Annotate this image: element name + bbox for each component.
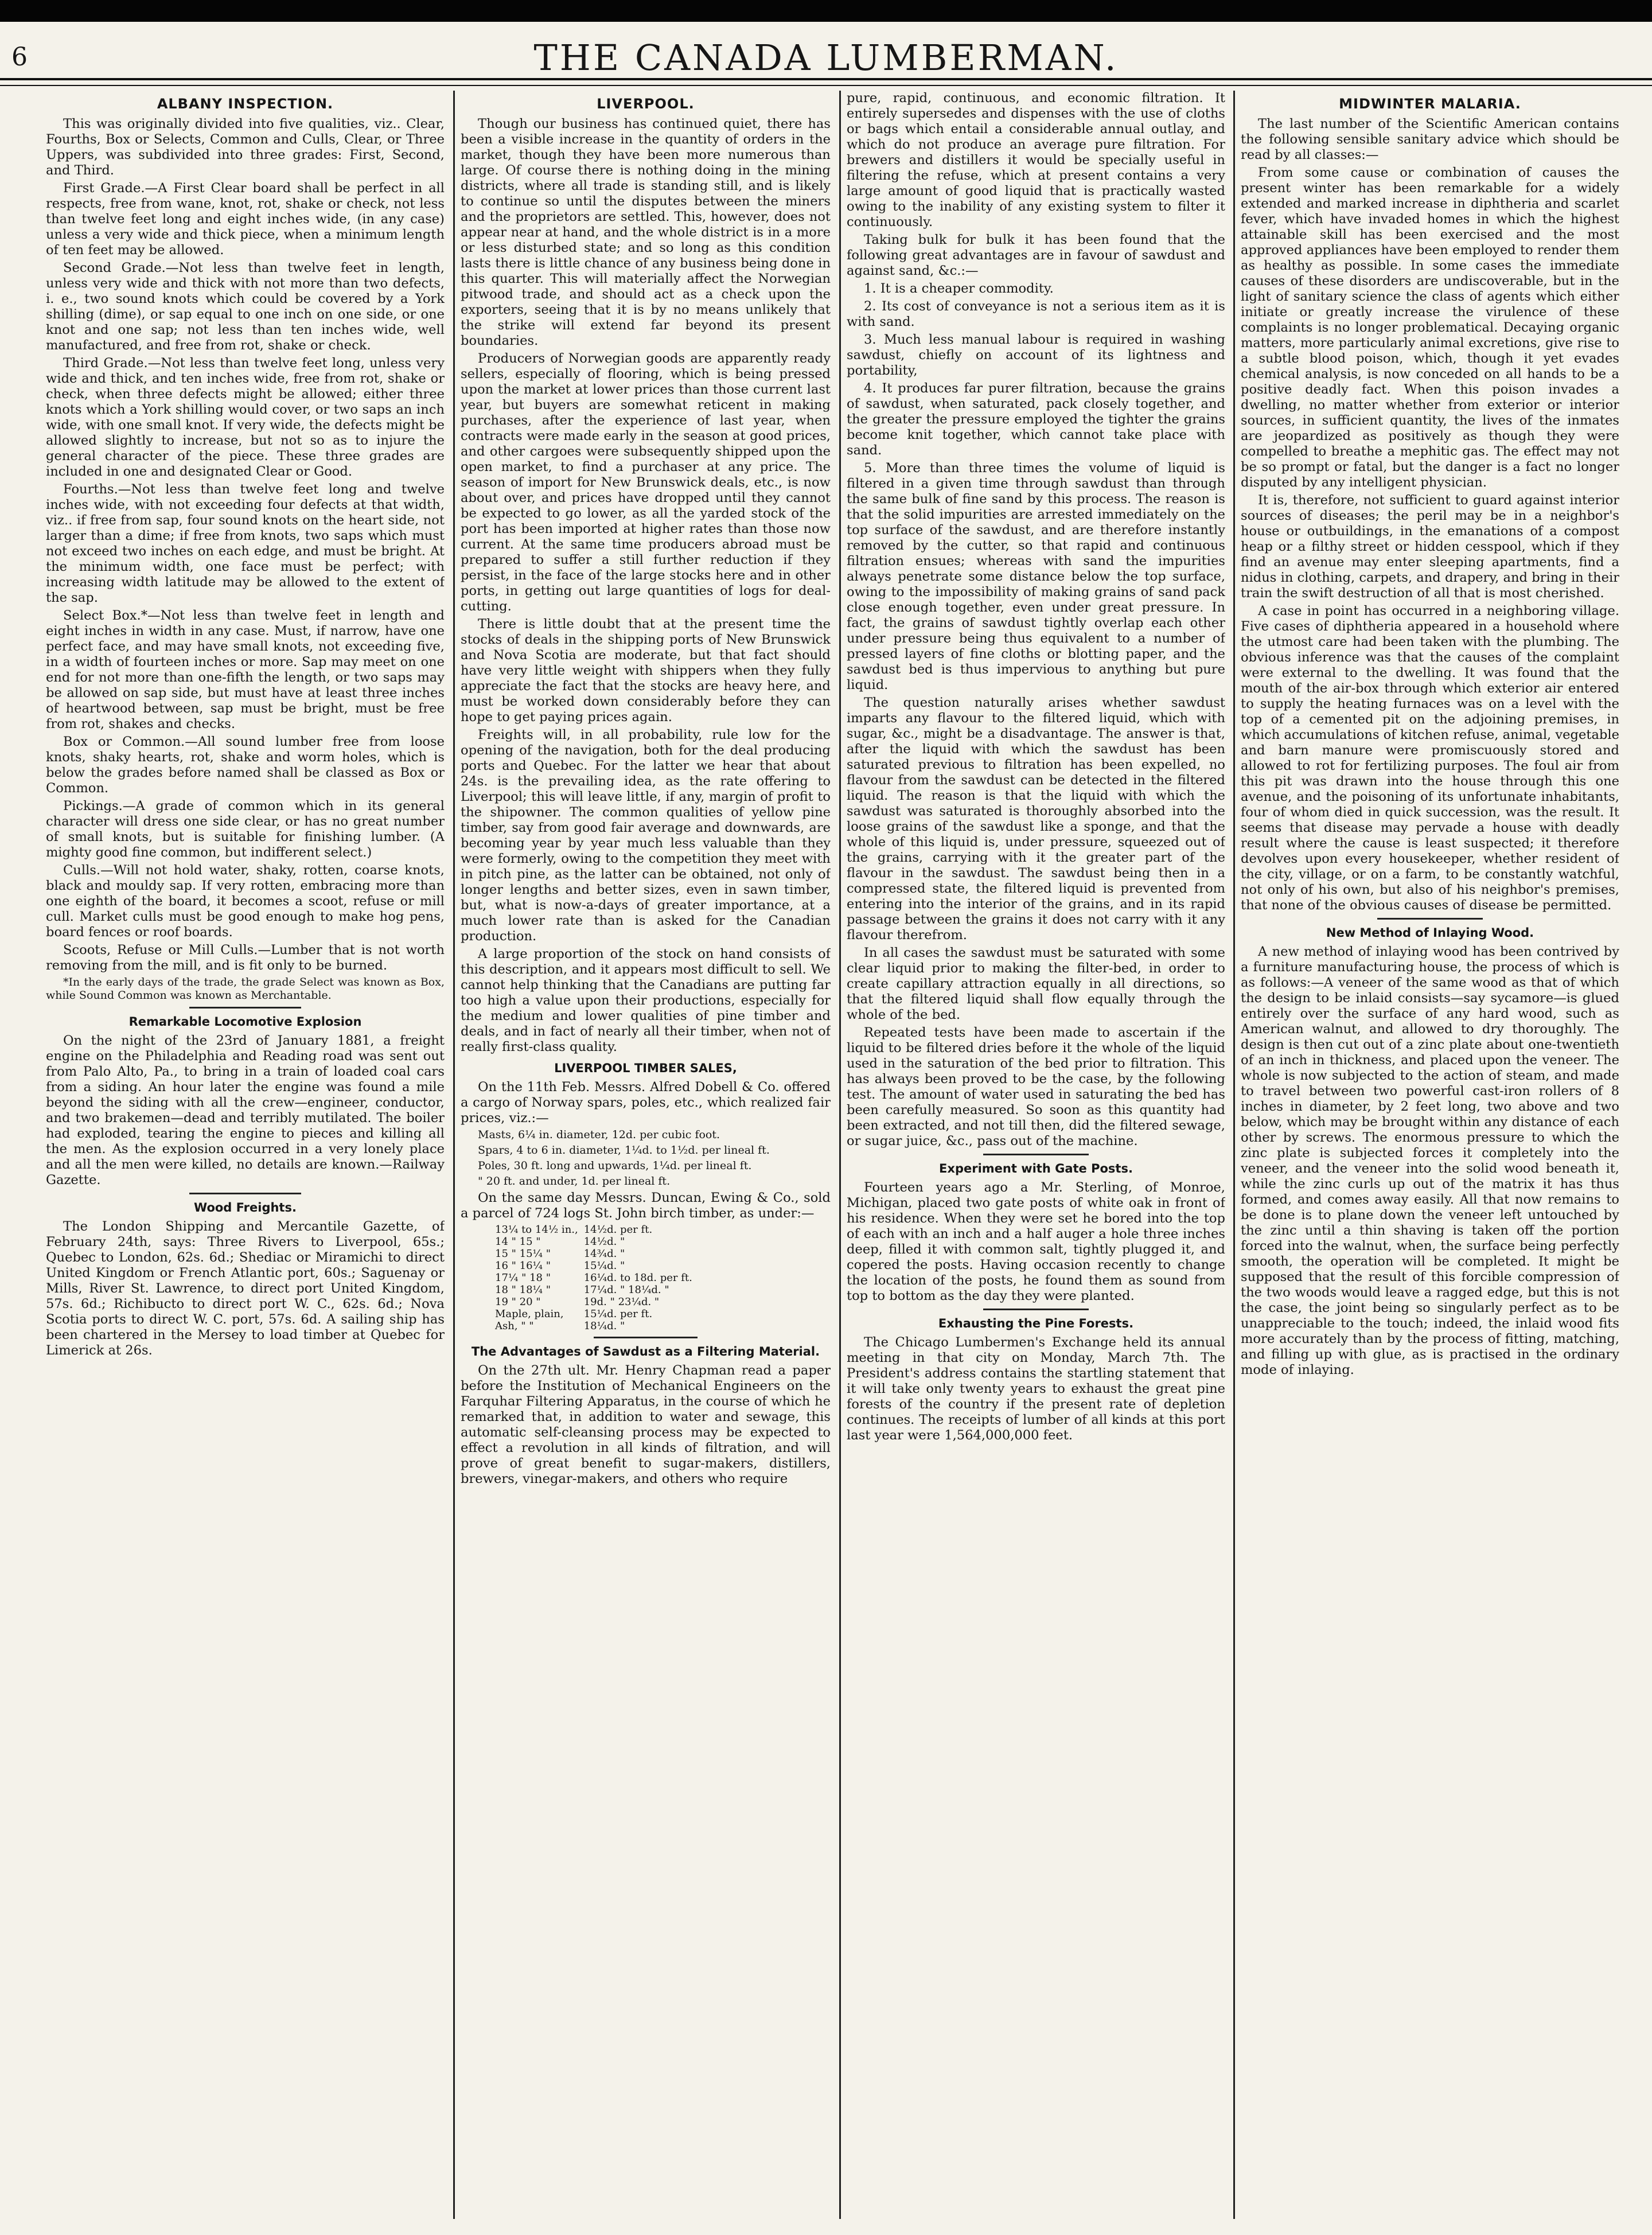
paragraph: pure, rapid, continuous, and economic filtration. It entirely supersedes and dispenses with the use of cloths or bags which entail a considerable annual outlay, and which do not produce an average pure filtration. For brewers and distillers it would be specially useful in filtering the refuse, which at present contains a very large amount of good liquid that is practically wasted owing to the inability of any existing system to filter it continuously.	[847, 91, 1225, 229]
column-2	[461, 91, 831, 2219]
column-4	[1241, 91, 1619, 2219]
paragraph: The London Shipping and Mercantile Gazette, of February 24th, says: Three Rivers to Liverpool, 65s.; Quebec to London, 62s. 6d.; Shediac or Miramichi to direct United Kingdom or French Atlantic port, 60s.; Saguenay or Mills, River St. Lawrence, to direct port United Kingdom, 57s. 6d.; Richibucto to direct port W. C., 62s. 6d.; Nova Scotia ports to direct W. C. port, 57s. 6d. A sailing ship has been chartered in the Mersey to load timber at Quebec for Limerick at 26s.	[46, 1219, 445, 1358]
article-heading: Experiment with Gate Posts.	[939, 1162, 1133, 1175]
table-cell: 17¼ " 18 "	[495, 1272, 551, 1284]
separator-rule	[983, 1154, 1089, 1155]
paragraph: 3. Much less manual labour is required in washing sawdust, chiefly on account of its lightness and portability,	[847, 332, 1225, 378]
paragraph: A new method of inlaying wood has been contrived by a furniture manufacturing house, the process of which is as follows:—A veneer of the same wood as that of which the design to be inlaid consists—say sycamore—is glued entirely over the surface of any hard wood, such as American walnut, and allowed to dry thoroughly. The design is then cut out of a zinc plate about one-twentieth of an inch in thickness, and placed upon the veneer. The whole is now subjected to the action of steam, and made to travel between two powerful cast-iron rollers of 8 inches in diameter, by 2 feet long, two above and two below, which may be brought within any distance of each other by screws. The enormous pressure to which the zinc plate is subjected forces it completely into the veneer, and the veneer into the solid wood beneath it, while the zinc curls up out of the matrix it has thus formed, and comes away easily. All that now remains to be done is to plane down the veneer left untouched by the zinc until a thin shaving is taken off the portion forced into the walnut, when, the surface being perfectly smooth, the operation will be completed. It might be supposed that the result of this forcible compression of the two woods would leave a ragged edge, but this is not the case, the joint being so singularly perfect as to be unappreciable to the touch; indeed, the inlaid wood fits more accurately than by the process of fitting, matching, and filling up with glue, as is practised in the ordinary mode of inlaying.	[1241, 944, 1619, 1377]
separator-rule	[594, 1337, 698, 1338]
paragraph: On the 11th Feb. Messrs. Alfred Dobell & Co. offered a cargo of Norway spars, poles, etc., which realized fair prices, viz.:—	[461, 1080, 831, 1126]
paragraph: On the same day Messrs. Duncan, Ewing & Co., sold a parcel of 724 logs St. John birch timber, as under:—	[461, 1190, 831, 1221]
paragraph: Second Grade.—Not less than twelve feet in length, unless very wide and thick with not more than two defects, i. e., two sound knots which could be covered by a York shilling (dime), or sap equal to one inch on one side, or one knot and one sap; not less than ten inches wide, well manufactured, and free from rot, shake or check.	[46, 260, 445, 353]
paragraph: 5. More than three times the volume of liquid is filtered in a given time through sawdust than through the same bulk of fine sand by this process. The reason is that the solid impurities are arrested immediately on the top surface of the sawdust, and are therefore instantly removed by the cutter, so that rapid and continuous filtration ensues; whereas with sand the impurities always penetrate some distance below the top surface, owing to the impossibility of making grains of sand pack close enough together, even under great pressure. In fact, the grains of sawdust tightly overlap each other under pressure being thus equivalent to a number of pressed layers of fine cloths or blotting paper, and the sawdust bed is thus impervious to anything but pure liquid.	[847, 461, 1225, 692]
newspaper-title: THE CANADA LUMBERMAN.	[533, 37, 1119, 79]
table-cell: 16 " 16¼ "	[495, 1260, 551, 1272]
table-row	[495, 1272, 698, 1284]
table-cell: 18 " 18¼ "	[495, 1284, 551, 1296]
table-row	[495, 1296, 698, 1308]
table-row	[495, 1248, 698, 1260]
paragraph: Fourteen years ago a Mr. Sterling, of Monroe, Michigan, placed two gate posts of white oak in front of his residence. When they were set he bored into the top of each with an inch and a half auger a hole three inches deep, filled it with common salt, tightly plugged it, and copered the posts. Having occasion recently to change the location of the posts, he found them as sound from top to bottom as the day they were planted.	[847, 1180, 1225, 1303]
separator-rule	[189, 1193, 301, 1194]
paragraph: The last number of the Scientific American contains the following sensible sanitary advice which should be read by all classes:—	[1241, 116, 1619, 162]
table-row	[495, 1236, 698, 1248]
table-cell: Maple, plain,	[495, 1308, 564, 1320]
masthead-rule	[0, 78, 1652, 86]
paragraph: There is little doubt that at the present time the stocks of deals in the shipping ports of New Brunswick and Nova Scotia are moderate, but that fact should have very little weight with shippers when they fully appreciate the fact that the stocks are heavy here, and must be worked down considerably before they can hope to get paying prices again.	[461, 617, 831, 725]
article-heading: ALBANY INSPECTION.	[157, 96, 334, 112]
paragraph: On the night of the 23rd of January 1881, a freight engine on the Philadelphia and Reading road was sent out from Palo Alto, Pa., to bring in a train of loaded coal cars from a siding. An hour later the engine was found a mile beyond the siding with all the crew—engineer, conductor, and two brakemen—dead and terribly mutilated. The boiler had exploded, tearing the engine to pieces and killing all the men. As the explosion occurred in a very lonely place and all the men were killed, no details are known.—Railway Gazette.	[46, 1033, 445, 1187]
paragraph: Pickings.—A grade of common which in its general character will dress one side clear, or has no great number of small knots, but is suitable for finishing lumber. (A mighty good fine common, but indifferent select.)	[46, 799, 445, 860]
table-cell: 14 " 15 "	[495, 1236, 541, 1248]
table-row	[495, 1284, 698, 1296]
page-number: 6	[11, 42, 28, 72]
paragraph: 4. It produces far purer filtration, because the grains of sawdust, when saturated, pack closely together, and the greater the pressure employed the tighter the grains become knit together, which cannot take place with sand.	[847, 381, 1225, 458]
table-cell: 14½d. per ft.	[583, 1224, 653, 1236]
price-table	[495, 1224, 698, 1332]
paragraph: On the 27th ult. Mr. Henry Chapman read a paper before the Institution of Mechanical Engineers on the Farquhar Filtering Apparatus, in the course of which he remarked that, in addition to water and sewage, this automatic self-cleansing process may be expected to effect a revolution in all kinds of filtration, and will prove of great benefit to sugar-makers, distillers, brewers, vinegar-makers, and others who require	[461, 1363, 831, 1486]
paragraph: 1. It is a cheaper commodity.	[864, 281, 1054, 296]
table-cell: 13¼ to 14½ in.,	[495, 1224, 578, 1236]
paragraph: Box or Common.—All sound lumber free from loose knots, shaky hearts, rot, shake and worm holes, which is below the grades before named shall be classed as Box or Common.	[46, 734, 445, 796]
paragraph: The Chicago Lumbermen's Exchange held its annual meeting in that city on Monday, March 7th. The President's address contains the startling statement that it will take only twenty years to exhaust the great pine forests of the country if the present rate of depletion continues. The receipts of lumber of all kinds at this port last year were 1,564,000,000 feet.	[847, 1335, 1225, 1443]
footnote: *In the early days of the trade, the grade Select was known as Box, while Sound Common was known as Merchantable.	[46, 976, 445, 1002]
table-row	[495, 1260, 698, 1272]
paragraph: In all cases the sawdust must be saturated with some clear liquid prior to making the filter-bed, in order to create capillary attraction equally in all directions, so that the filtered liquid shall flow equally through the whole of the bed.	[847, 945, 1225, 1022]
top-dark-band	[0, 0, 1652, 22]
price-line: Poles, 30 ft. long and upwards, 1¼d. per lineal ft.	[478, 1159, 752, 1172]
columns	[0, 91, 1652, 2219]
table-row	[495, 1224, 698, 1236]
article-heading: Wood Freights.	[194, 1201, 297, 1214]
paragraph: Taking bulk for bulk it has been found that the following great advantages are in favour of sawdust and against sand, &c.:—	[847, 232, 1225, 278]
paragraph: Culls.—Will not hold water, shaky, rotten, coarse knots, black and mouldy sap. If very rotten, embracing more than one eighth of the board, it becomes a scoot, refuse or mill cull. Market culls must be good enough to make hog pens, board fences or roof boards.	[46, 863, 445, 940]
paragraph: First Grade.—A First Clear board shall be perfect in all respects, free from wane, knot, rot, shake or check, not less than twelve feet long and eight inches wide, (in any case) unless a very wide and thick piece, when a minimum length of ten feet may be allowed.	[46, 181, 445, 258]
paragraph: A case in point has occurred in a neighboring village. Five cases of diphtheria appeared in a household where the utmost care had been taken with the plumbing. The obvious inference was that the causes of the complaint were external to the dwelling. It was found that the mouth of the air-box through which exterior air entered to supply the heating furnaces was on a level with the top of a cemented pit on the adjoining premises, in which accumulations of kitchen refuse, animal, vegetable and barn manure were promiscuously stored and allowed to rot for fertilizing purposes. The foul air from this pit was drawn into the house through this one avenue, and the poisoning of its unfortunate inhabitants, four of whom died in quick succession, was the result. It seems that disease may pervade a house with deadly result where the cause is least suspected; it therefore devolves upon every housekeeper, whether resident of the city, village, or on a farm, to be constantly watchful, not only of his own, but also of his neighbor's premises, that none of the obvious causes of disease be permitted.	[1241, 603, 1619, 913]
price-line: Spars, 4 to 6 in. diameter, 1¼d. to 1½d. per lineal ft.	[478, 1144, 770, 1157]
table-cell: 14¾d. "	[583, 1248, 625, 1260]
article-heading: Remarkable Locomotive Explosion	[128, 1015, 362, 1029]
separator-rule	[189, 1007, 301, 1009]
table-cell: 15¼d. per ft.	[583, 1308, 653, 1320]
paragraph: Freights will, in all probability, rule low for the opening of the navigation, both for the deal producing ports and Quebec. For the latter we hear that about 24s. is the prevailing idea, as the rate offering to Liverpool; this will leave little, if any, margin of profit to the shipowner. The common qualities of yellow pine timber, say from good fair average and downwards, are becoming year by year much less valuable than they were formerly, owing to the competition they meet with in pitch pine, as the latter can be obtained, not only of longer lengths and better sizes, even in sawn timber, but, what is now-a-days of greater importance, at a much lower rate than is asked for the Canadian production.	[461, 727, 831, 944]
article-heading: MIDWINTER MALARIA.	[1339, 96, 1521, 112]
table-cell: 17¼d. " 18¼d. "	[583, 1284, 669, 1296]
table-cell: 16¼d. to 18d. per ft.	[583, 1272, 692, 1284]
paragraph: Fourths.—Not less than twelve feet long and twelve inches wide, with not exceeding four defects at that width, viz.. if free from sap, four sound knots on the heart side, not larger than a dime; if free from knots, two saps which must not exceed two inches on each edge, and must be bright. At the minimum width, one face must be perfect; with increasing width latitude may be allowed to the extent of the sap.	[46, 482, 445, 605]
column-1	[46, 91, 445, 2219]
paragraph: A large proportion of the stock on hand consists of this description, and it appears most difficult to sell. We cannot help thinking that the Canadians are putting far too high a value upon their productions, especially for the medium and lower qualities of pine timber and deals, and in fact of nearly all their timber, when not of really first-class quality.	[461, 947, 831, 1054]
paragraph: It is, therefore, not sufficient to guard against interior sources of diseases; the peril may be in a neighbor's house or outbuildings, in the emanations of a compost heap or a filthy street or hidden cesspool, which if they find an avenue may enter sleeping apartments, find a nidus in clothing, carpets, and drapery, and bring in their train the swift destruction of all that is most cherished.	[1241, 493, 1619, 601]
paragraph: Producers of Norwegian goods are apparently ready sellers, especially of flooring, which is being pressed upon the market at lower prices than those current last year, but buyers are somewhat reticent in making purchases, after the experience of last year, when contracts were made early in the season at good prices, and other cargoes were subsequently shipped upon the open market, to find a purchaser at any price. The season of import for New Brunswick deals, etc., is now about over, and prices have dropped until they cannot be expected to go lower, as all the yarded stock of the port has been imported at higher rates than those now current. At the same time producers abroad must be prepared to suffer a still further reduction if they persist, in the face of the large stocks here and in other ports, in getting out large quantities of logs for deal-cutting.	[461, 351, 831, 614]
price-line: Masts, 6¼ in. diameter, 12d. per cubic foot.	[478, 1128, 720, 1141]
table-row	[495, 1308, 698, 1320]
masthead	[0, 22, 1652, 78]
paragraph: This was originally divided into five qualities, viz.. Clear, Fourths, Box or Selects, Common and Culls, Clear, or Three Uppers, was subdivided into three grades: First, Second, and Third.	[46, 116, 445, 178]
price-line: " 20 ft. and under, 1d. per lineal ft.	[478, 1175, 671, 1187]
table-cell: 18¼d. "	[583, 1320, 625, 1332]
column-3	[847, 91, 1225, 2219]
table-cell: 14½d. "	[583, 1236, 625, 1248]
paragraph: The question naturally arises whether sawdust imparts any flavour to the filtered liquid, which with sugar, &c., might be a disadvantage. The answer is that, after the liquid with which the sawdust has been saturated previous to filtration has been expelled, no flavour from the sawdust can be detected in the filtered liquid. The reason is that the liquid with which the sawdust was saturated is thoroughly absorbed into the loose grains of the sawdust like a sponge, and that the whole of this liquid is, under pressure, squeezed out of the grains, carrying with it the greater part of the flavour in the sawdust. The sawdust being then in a compressed state, the filtered liquid is prevented from entering into the interior of the grains, and in its rapid passage between the grains it does not carry with it any flavour therefrom.	[847, 695, 1225, 943]
paragraph: 2. Its cost of conveyance is not a serious item as it is with sand.	[847, 299, 1225, 329]
separator-rule	[1377, 918, 1483, 920]
table-cell: 15¼d. "	[583, 1260, 625, 1272]
article-heading: LIVERPOOL.	[597, 96, 695, 112]
table-cell: Ash, " "	[495, 1320, 534, 1332]
article-heading: LIVERPOOL TIMBER SALES,	[554, 1061, 737, 1075]
article-heading: Exhausting the Pine Forests.	[938, 1317, 1134, 1330]
paragraph: Repeated tests have been made to ascertain if the liquid to be filtered dries before it the whole of the liquid used in the saturation of the bed prior to filtration. This has always been proved to be the case, by the following test. The amount of water used in saturating the bed has been carefully measured. So soon as this quantity had been extracted, and not till then, did the filtered sewage, or sugar juice, &c., pass out of the machine.	[847, 1025, 1225, 1148]
table-cell: 19d. " 23¼d. "	[583, 1296, 660, 1308]
article-heading: The Advantages of Sawdust as a Filtering Material.	[471, 1345, 820, 1358]
table-cell: 15 " 15¼ "	[495, 1248, 551, 1260]
separator-rule	[983, 1309, 1089, 1310]
paragraph: From some cause or combination of causes the present winter has been remarkable for a widely extended and marked increase in diphtheria and scarlet fever, which have invaded homes in which the highest attainable skill has been exercised and the most approved appliances have been employed to render them as healthy as possible. In some cases the immediate causes of these disorders are undiscoverable, but in the light of sanitary science the class of agents which either initiate or greatly increase the virulence of these complaints is no longer problematical. Decaying organic matters, more particularly animal excretions, give rise to a subtle blood poison, which, though it yet evades chemical analysis, is now conceded on all hands to be a positive deadly fact. When this poison invades a dwelling, no matter whether from exterior or interior sources, in sufficient quantity, the lives of the inmates are jeopardized as positively as though they were compelled to breathe a mephitic gas. The effect may not be so prompt or fatal, but the danger is a fact no longer disputed by any intelligent physician.	[1241, 165, 1619, 490]
table-row	[495, 1320, 698, 1332]
paragraph: Scoots, Refuse or Mill Culls.—Lumber that is not worth removing from the mill, and is fit only to be burned.	[46, 943, 445, 973]
paragraph: Third Grade.—Not less than twelve feet long, unless very wide and thick, and ten inches wide, free from rot, shake or check, when three defects might be allowed; either three knots which a York shilling would cover, or two saps an inch wide, with one small knot. If very wide, the defects might be allowed slightly to increase, but not so as to injure the general character of the piece. These three grades are included in one and designated Clear or Good.	[46, 356, 445, 479]
paragraph: Though our business has continued quiet, there has been a visible increase in the quantity of orders in the market, though they have been more numerous than large. Of course there is nothing doing in the mining districts, where all trade is standing still, and is likely to continue so until the disputes between the miners and the proprietors are settled. This, however, does not appear near at hand, and the whole district is in a more or less disturbed state; and so long as this condition lasts there is little chance of any business being done in this quarter. This will materially affect the Norwegian pitwood trade, and should act as a check upon the exporters, seeing that it is by no means unlikely that the strike will extend far beyond its present boundaries.	[461, 116, 831, 348]
article-heading: New Method of Inlaying Wood.	[1326, 926, 1534, 940]
table-cell: 19 " 20 "	[495, 1296, 541, 1308]
paragraph: Select Box.*—Not less than twelve feet in length and eight inches in width in any case. Must, if narrow, have one perfect face, and may have small knots, not exceeding five, in a width of fourteen inches or more. Sap may meet on one end for not more than one-fifth the length, or two saps may be allowed on sap side, but must have at least three inches of heartwood between, sap must be bright, must be free from rot, shakes and checks.	[46, 608, 445, 731]
